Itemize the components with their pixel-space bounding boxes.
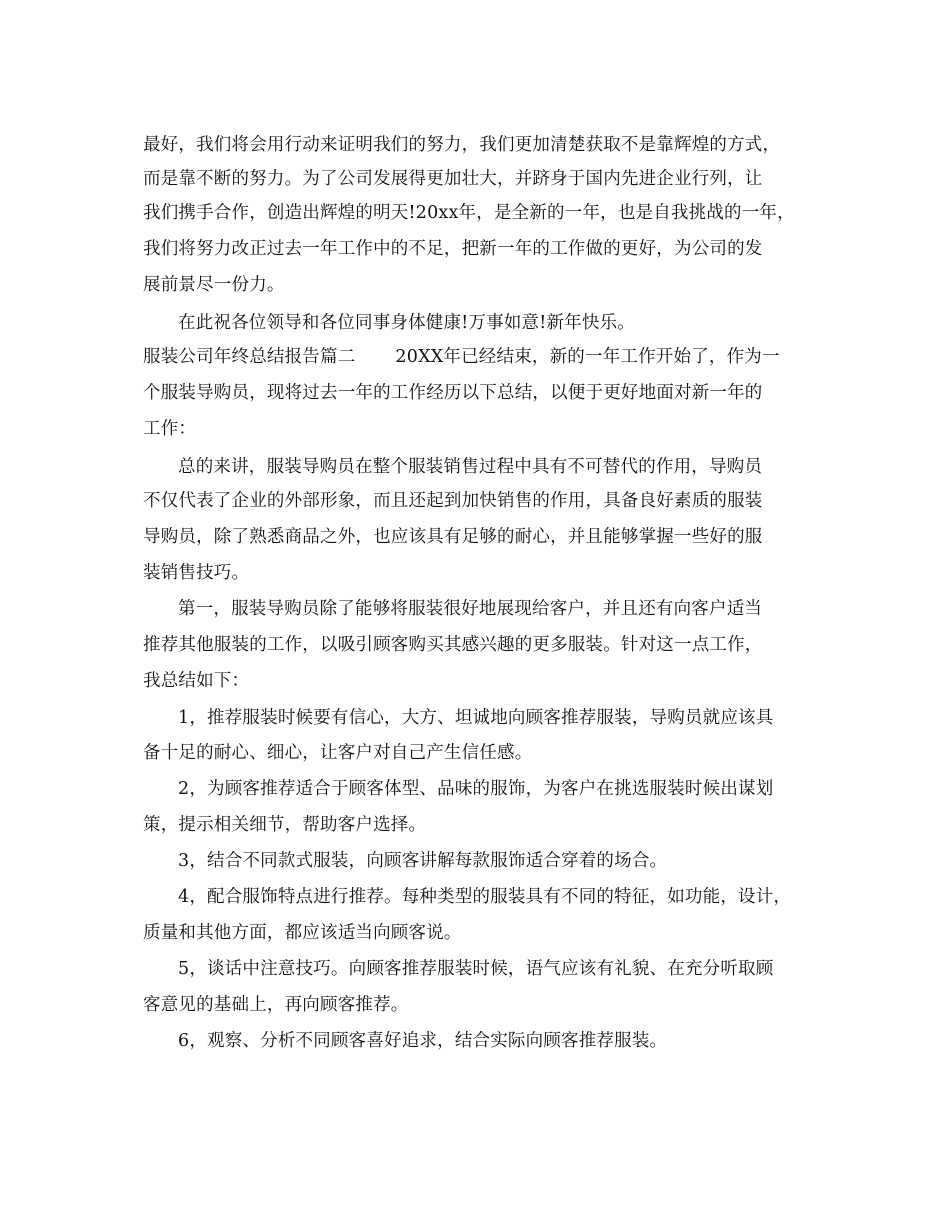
text-line: 我总结如下： [143,671,250,691]
text-line: 备十足的耐心、细心，让客户对自己产生信任感。 [143,743,533,763]
text-line: 而是靠不断的努力。为了公司发展得更加壮大，并跻身于国内先进企业行列，让 [143,169,763,189]
text-line: 推荐其他服装的工作，以吸引顾客购买其感兴趣的更多服装。针对这一点工作， [143,635,763,655]
text-line [143,346,780,368]
text-line: 装销售技巧。 [143,563,250,583]
text-line: 客意见的基础上，再向顾客推荐。 [143,995,409,1015]
text-fragment: 20XX年已经结束，新的一年工作开始了，作为一 [395,347,780,367]
text-line: 第一，服装导购员除了能够将服装很好地展现给客户，并且还有向客户适当 [178,599,763,619]
text-line: 策，提示相关细节，帮助客户选择。 [143,815,427,835]
text-line: 不仅代表了企业的外部形象，而且还起到加快销售的作用，具备良好素质的服装 [143,491,763,511]
text-line: 6，观察、分析不同顾客喜好追求，结合实际向顾客推荐服装。 [178,1031,668,1051]
text-line: 5，谈话中注意技巧。向顾客推荐服装时候，语气应该有礼貌、在充分听取顾 [178,959,774,979]
section-heading: 服装公司年终总结报告篇二 [143,347,356,367]
text-line: 质量和其他方面，都应该适当向顾客说。 [143,923,462,943]
text-line: 4，配合服饰特点进行推荐。每种类型的服装具有不同的特征，如功能，设计， [178,887,792,907]
text-line: 我们携手合作，创造出辉煌的明天!20xx年，是全新的一年，也是自我挑战的一年， [143,203,795,223]
text-line: 展前景尽一份力。 [143,275,285,295]
text-line: 在此祝各位领导和各位同事身体健康!万事如意!新年快乐。 [178,313,635,333]
text-line: 工作： [143,419,197,439]
text-line: 最好，我们将会用行动来证明我们的努力，我们更加清楚获取不是靠辉煌的方式， [143,135,781,155]
text-line: 我们将努力改正过去一年工作中的不足，把新一年的工作做的更好，为公司的发 [143,239,763,259]
text-line: 3，结合不同款式服装，向顾客讲解每款服饰适合穿着的场合。 [178,851,668,871]
text-line: 总的来讲，服装导购员在整个服装销售过程中具有不可替代的作用，导购员 [178,457,763,477]
text-line: 个服装导购员，现将过去一年的工作经历以下总结，以便于更好地面对新一年的 [143,383,763,403]
text-line: 1，推荐服装时候要有信心，大方、坦诚地向顾客推荐服装，导购员就应该具 [178,708,774,728]
text-line: 导购员，除了熟悉商品之外，也应该具有足够的耐心，并且能够掌握一些好的服 [143,527,763,547]
text-line: 2，为顾客推荐适合于顾客体型、品味的服饰，为客户在挑选服装时候出谋划 [178,779,774,799]
